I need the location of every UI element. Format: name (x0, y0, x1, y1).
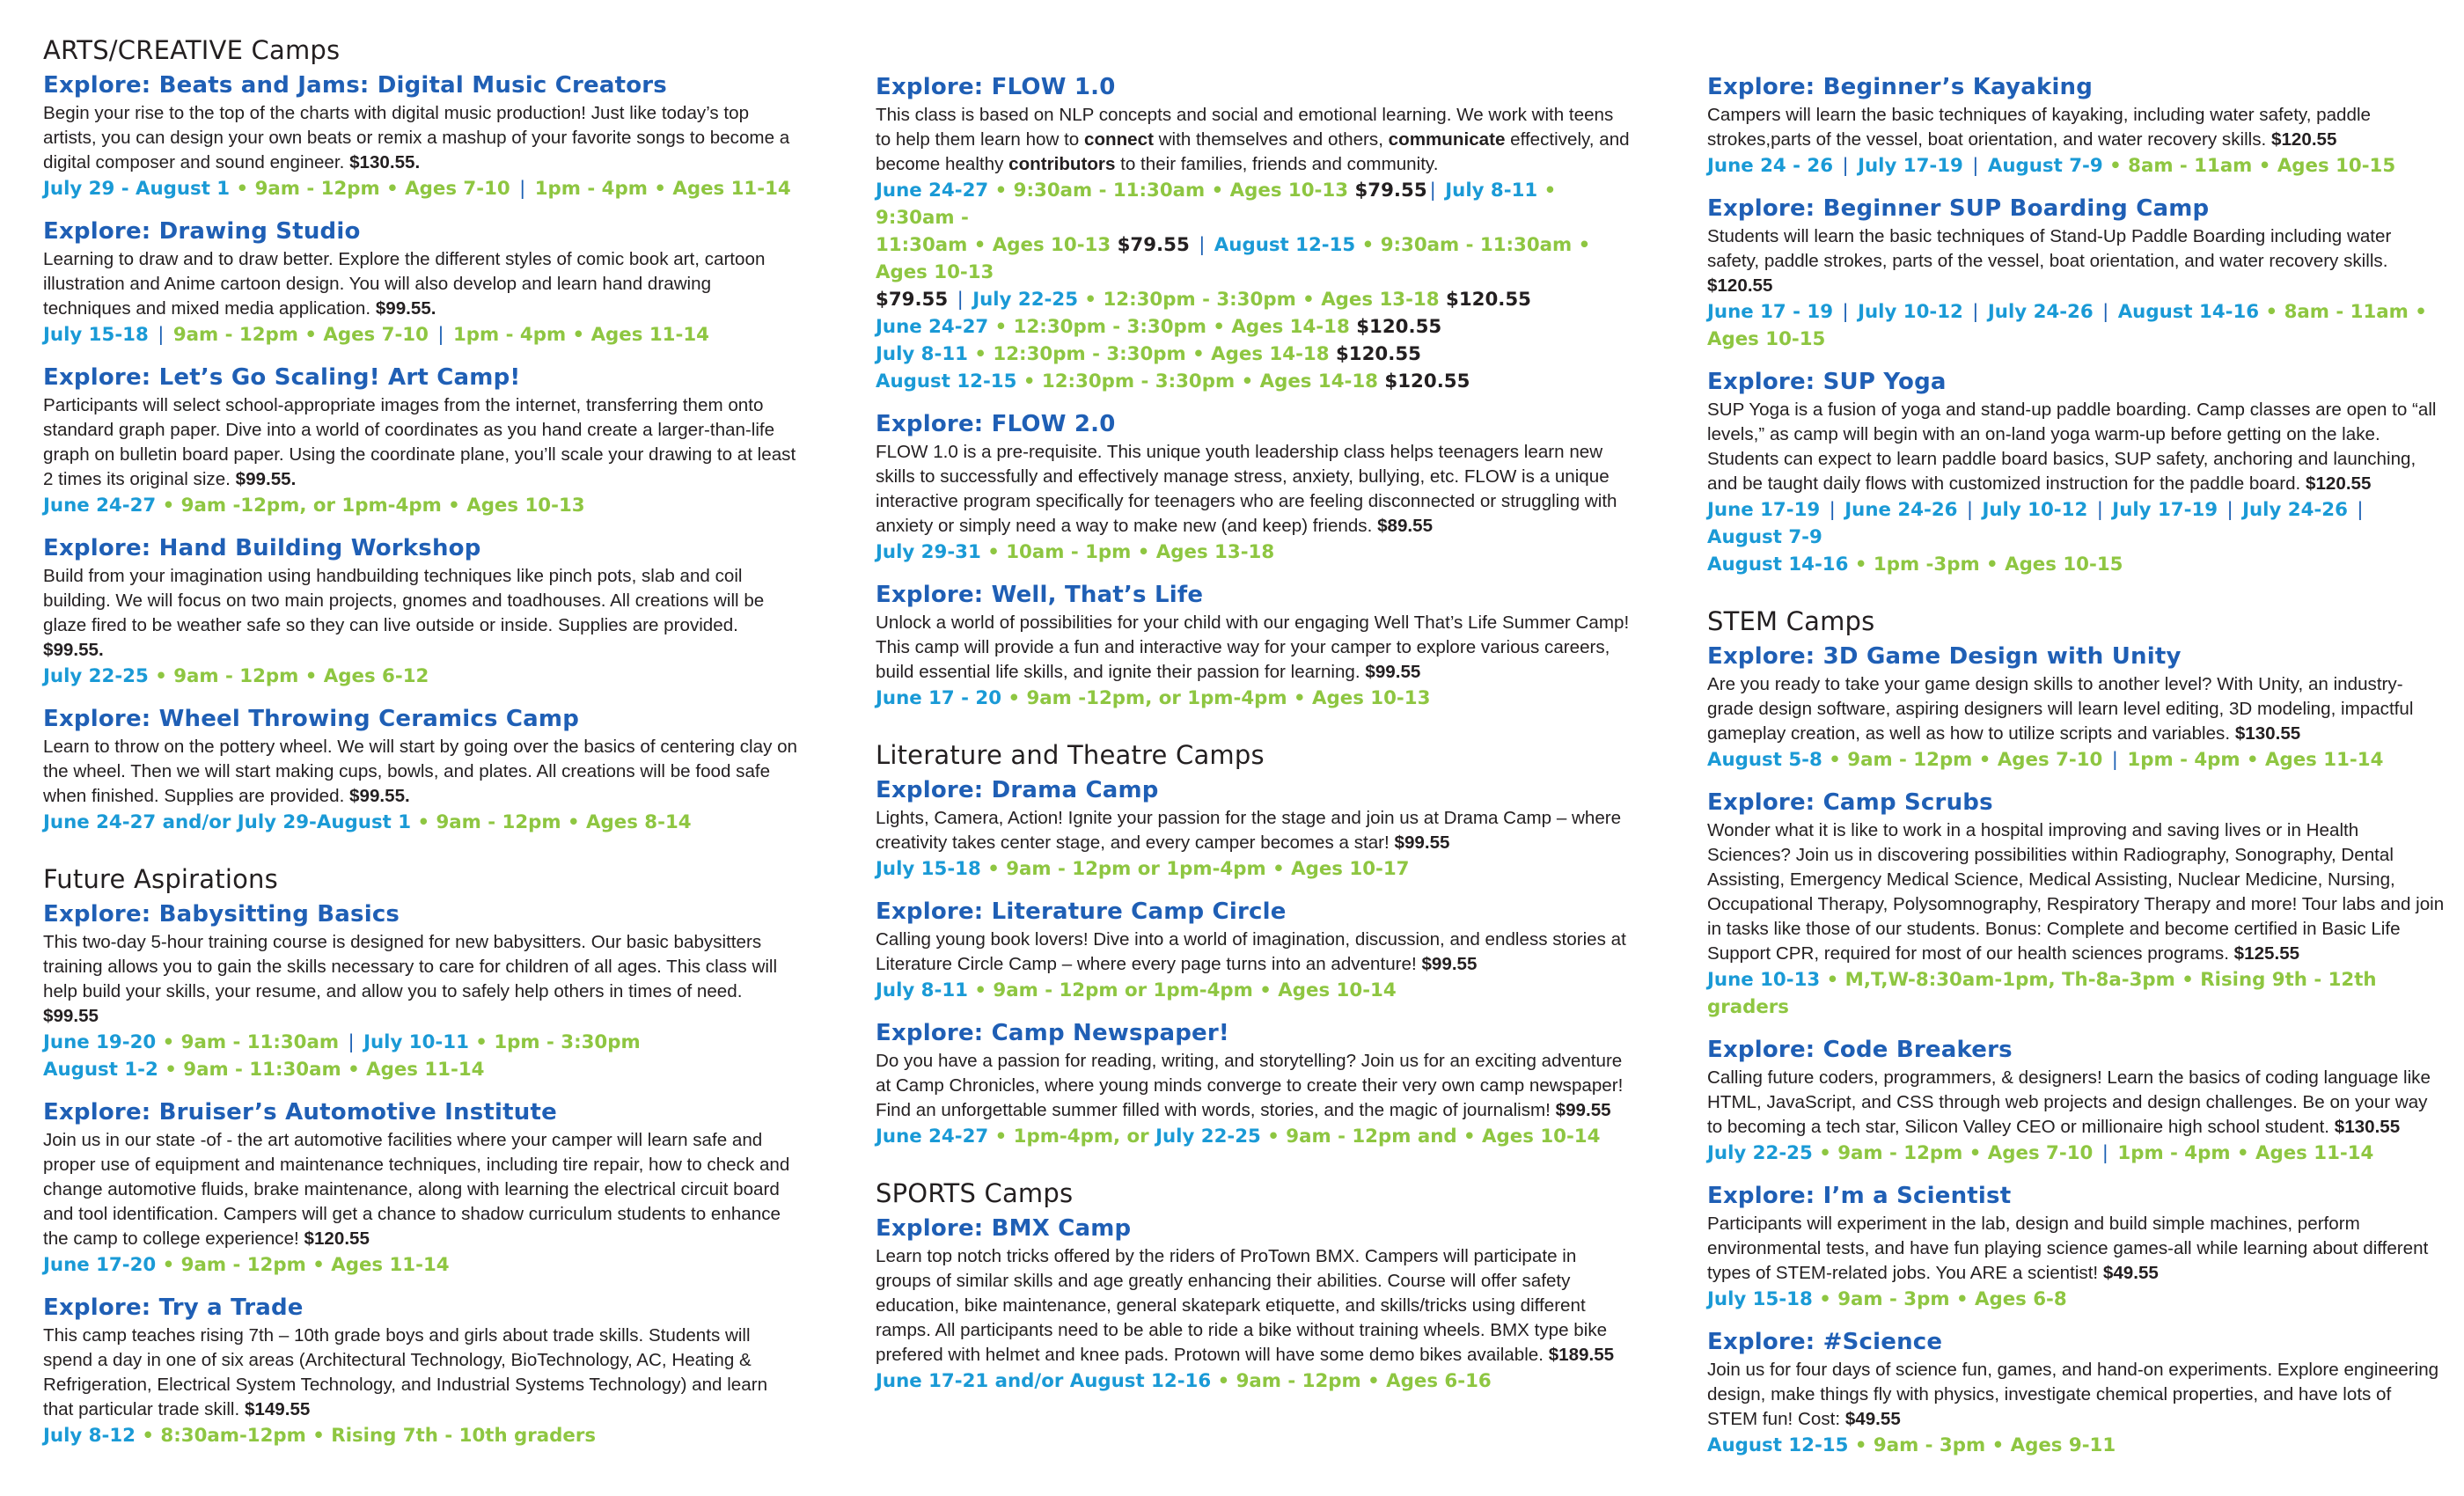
schedule-price: $79.55 (876, 289, 955, 311)
camp-title: Explore: Babysitting Basics (43, 901, 400, 928)
schedule-details: • 9am - 12pm • Ages 6-12 (148, 665, 429, 687)
camp-entry (876, 777, 1632, 883)
schedule-details: • 9am - 11:30am • Ages 11-14 (158, 1059, 485, 1081)
camp-price: $130.55. (349, 152, 421, 172)
description-text: Lights, Camera, Action! Ignite your passion for the stage and join us at Drama Camp – where creativity takes center stage, and every camper becomes a star! (876, 808, 1622, 853)
schedule-line (876, 177, 1632, 231)
schedule-line (1707, 152, 2446, 180)
description-text: Join us for four days of science fun, games, and hand-on experiments. Explore engineering design, make things fly with physics, investigate chemical properties, and have lots of STEM fun! Cost: (1707, 1360, 2439, 1429)
schedule-details: 1pm - 4pm • Ages 11-14 (2110, 1142, 2374, 1164)
description-text: Do you have a passion for reading, writing, and storytelling? Join us for an exciting adventure at Camp Chronicles, where young minds converge to create their very own camp newspaper! Find an unforgettable summer filled with words, stories, and the magic of journalism! (876, 1051, 1624, 1120)
camp-description (43, 930, 800, 1029)
section-title: ARTS/CREATIVE Camps (43, 35, 341, 65)
schedule-line (1707, 966, 2446, 1021)
description-text: FLOW 1.0 is a pre-requisite. This unique youth leadership class helps teenagers learn new skills to successfully and effectively manage stress, anxiety, bullying, etc. FLOW is a unique interactive program specifically for teenagers who are feeling disconnected or struggling with anxiety or simply need a way to make new (and keep) friends. (876, 442, 1617, 536)
camp-description (876, 928, 1632, 977)
schedule-dates: July 8-11 (1438, 180, 1538, 202)
schedule-dates: July 22-25 (1707, 1142, 1813, 1164)
schedule-dates: June 24 - 26 (1707, 155, 1840, 177)
schedule-dates: July 15-18 (1707, 1288, 1813, 1310)
schedule-dates: August 12-15 (1707, 1434, 1849, 1456)
camp-price: $130.55 (2234, 723, 2301, 744)
section-title: SPORTS Camps (876, 1178, 1074, 1208)
description-text: SUP Yoga is a fusion of yoga and stand-up paddle boarding. Camp classes are open to “all levels,” as camp will begin with an on-land yoga warm-up before getting on the lake. Students can expect to learn paddle board basics, SUP safety, anchoring and launching, and be taught daily flows with customized instruction for the paddle board. (1707, 400, 2437, 494)
camp-price: $99.55 (1555, 1100, 1611, 1120)
schedule-dates: July 8-11 (876, 343, 968, 365)
camp-description (876, 103, 1632, 177)
camp-description (1707, 1358, 2446, 1432)
camp-description (43, 1128, 800, 1251)
schedule-details: • 9am - 12pm • Ages 8-14 (411, 811, 692, 833)
camp-entry (43, 901, 800, 1083)
schedule-line (876, 286, 1632, 313)
description-text: Build from your imagination using handbuilding techniques like pinch pots, slab and coil building. We will focus on two main projects, gnomes and toadhouses. All creations will be glaze fired to be weather safe so they can live outside or inside. Supplies are provided. (43, 566, 765, 635)
camp-price: $49.55 (1844, 1409, 1901, 1429)
section-spacer (43, 852, 800, 864)
schedule-line (1707, 298, 2446, 353)
camp-price: $120.55 (304, 1228, 370, 1249)
schedule-dates: June 24-27 (876, 316, 989, 338)
schedule-divider: | (1842, 301, 1849, 323)
camp-title: Explore: Literature Camp Circle (876, 898, 1287, 925)
camp-entry (876, 74, 1632, 395)
camp-description (43, 564, 800, 663)
schedule-details: • 9am - 12pm or 1pm-4pm • Ages 10-17 (980, 858, 1410, 880)
camp-description (876, 611, 1632, 685)
schedule-line (1707, 1286, 2446, 1313)
schedule-details: • 8am - 11am • Ages 10-15 (2102, 155, 2396, 177)
schedule-details: • 8am - 11am • Ages 10-15 (1707, 301, 2427, 350)
camp-entry (876, 1020, 1632, 1150)
camp-entry (43, 72, 800, 202)
camp-title: Explore: SUP Yoga (1707, 369, 1947, 395)
schedule-dates: August 7-9 (1707, 526, 1822, 548)
camp-entry (876, 411, 1632, 566)
description-text: Students will learn the basic techniques of Stand-Up Paddle Boarding including water safety, paddle strokes, parts of the vessel, boat orientation, and water recovery skills. (1707, 226, 2392, 271)
camp-entry (1707, 789, 2446, 1021)
column-3 (1707, 74, 2446, 1475)
camp-price: $89.55 (1377, 516, 1434, 536)
schedule-dates: July 22-25 (965, 289, 1079, 311)
schedule-details: 1pm - 4pm • Ages 11-14 (2120, 749, 2384, 771)
camp-title: Explore: I’m a Scientist (1707, 1183, 2012, 1209)
schedule-details: • 12:30pm - 3:30pm • Ages 13-18 (1078, 289, 1446, 311)
camp-description (1707, 103, 2446, 152)
schedule-line (876, 368, 1632, 395)
camp-entry (876, 898, 1632, 1004)
schedule-divider: | (1842, 155, 1849, 177)
schedule-dates: July 22-25 (1155, 1126, 1261, 1148)
camp-description (1707, 1212, 2446, 1286)
section-spacer (876, 1166, 1632, 1178)
description-text: Unlock a world of possibilities for your child with our engaging Well That’s Life Summer Camp! This camp will provide a fun and interactive way for your camper to explore various careers, build essential life skills, and ignite their passion for learning. (876, 612, 1630, 682)
camp-title: Explore: FLOW 1.0 (876, 74, 1116, 100)
camp-entry (1707, 1183, 2446, 1313)
schedule-price: $120.55 (1335, 343, 1421, 365)
camp-entry (1707, 369, 2446, 578)
schedule-dates: June 17-21 and/or August 12-16 (876, 1370, 1212, 1392)
schedule-details: • 12:30pm - 3:30pm • Ages 14-18 (1016, 370, 1385, 392)
camp-price: $99.55 (1394, 832, 1450, 853)
schedule-divider: | (519, 178, 526, 200)
description-text: Campers will learn the basic techniques of kayaking, including water safety, paddle strokes,parts of the vessel, boat orientation, and water recovery skills. (1707, 105, 2371, 150)
camp-price: $149.55 (244, 1399, 311, 1419)
camp-title: Explore: Camp Scrubs (1707, 789, 1993, 816)
schedule-line (876, 539, 1632, 566)
schedule-details: • 9am - 12pm or 1pm-4pm • Ages 10-14 (967, 979, 1397, 1001)
schedule-dates: July 22-25 (43, 665, 149, 687)
schedule-details: • 9am -12pm, or 1pm-4pm • Ages 10-13 (1001, 687, 1431, 709)
camp-entry (43, 1294, 800, 1449)
camp-entry (43, 706, 800, 836)
schedule-divider: | (2357, 499, 2364, 521)
schedule-dates: June 17 - 20 (876, 687, 1002, 709)
schedule-dates: July 17-19 (1851, 155, 1970, 177)
description-text: Join us in our state -of - the art automotive facilities where your camper will learn safe and proper use of equipment and maintenance techniques, including tire repair, how to check and change automotive fluids, brake maintenance, along with learning the electrical circuit board and tool identification. Campers will get a chance to shadow curriculum students to enhance the camp to college experience! (43, 1130, 790, 1249)
camp-description (43, 101, 800, 175)
schedule-details: • 12:30pm - 3:30pm • Ages 14-18 (988, 316, 1357, 338)
schedule-details: 1pm - 4pm • Ages 11-14 (446, 324, 709, 346)
schedule-divider: | (2111, 749, 2118, 771)
schedule-divider: | (2101, 1142, 2108, 1164)
schedule-details: • 9am - 12pm • Ages 7-10 (1812, 1142, 2100, 1164)
section-title: Future Aspirations (43, 864, 278, 894)
schedule-line (1707, 1432, 2446, 1459)
schedule-divider: | (1199, 234, 1206, 256)
schedule-details: • 9am - 12pm • Ages 7-10 (230, 178, 517, 200)
camp-description (1707, 224, 2446, 298)
section-spacer (876, 728, 1632, 740)
schedule-dates: July 10-12 (1976, 499, 2094, 521)
camp-description (43, 247, 800, 321)
schedule-line (43, 1029, 800, 1056)
description-text: Learn to throw on the pottery wheel. We will start by going over the basics of centering clay on the wheel. Then we will start making cups, bowls, and plates. All creations will be food safe when finished. Supplies are provided. (43, 737, 798, 806)
schedule-dates: August 12-15 (1207, 234, 1356, 256)
schedule-line (876, 231, 1632, 286)
camp-description (1707, 672, 2446, 746)
schedule-line (876, 341, 1632, 368)
schedule-divider: | (2096, 499, 2103, 521)
schedule-details: • 1pm - 3:30pm (468, 1031, 641, 1053)
schedule-line (1707, 496, 2446, 551)
schedule-details: • 9am - 3pm • Ages 6-8 (1812, 1288, 2067, 1310)
schedule-line (876, 855, 1632, 883)
camp-price: $99.55 (43, 1006, 99, 1026)
schedule-dates: June 17-19 (1707, 499, 1827, 521)
schedule-dates: June 24-27 (876, 180, 989, 202)
camp-entry (43, 364, 800, 519)
camp-title: Explore: Code Breakers (1707, 1037, 2013, 1063)
camp-entry (1707, 1329, 2446, 1459)
camp-price: $99.55 (1421, 954, 1478, 974)
schedule-line (43, 1422, 800, 1449)
camp-description (876, 440, 1632, 539)
column-2 (876, 74, 1632, 1411)
camp-title: Explore: Camp Newspaper! (876, 1020, 1229, 1046)
camp-entry (1707, 643, 2446, 774)
schedule-line (876, 1368, 1632, 1395)
schedule-details: • M,T,W-8:30am-1pm, Th-8a-3pm • Rising 9th - 12th graders (1707, 969, 2377, 1018)
camp-description (43, 1324, 800, 1422)
schedule-dates: July 10-12 (1851, 301, 1970, 323)
camp-entry (876, 1215, 1632, 1395)
camp-description (876, 1049, 1632, 1123)
schedule-dates: August 14-16 (2111, 301, 2260, 323)
schedule-line (1707, 551, 2446, 578)
column-1 (43, 35, 800, 1465)
schedule-dates: June 24-26 (1837, 499, 1964, 521)
schedule-divider: | (1829, 499, 1836, 521)
schedule-dates: June 17-20 (43, 1254, 157, 1276)
schedule-line (43, 663, 800, 690)
schedule-divider: | (348, 1031, 355, 1053)
camp-title: Explore: Well, That’s Life (876, 582, 1204, 608)
description-text: Are you ready to take your game design skills to another level? With Unity, an industry-grade design software, aspiring designers will learn level editing, 3D modeling, impactful gameplay creation, as well as how to utilize scripts and variables. (1707, 674, 2414, 744)
schedule-price: $79.55 (1117, 234, 1197, 256)
section-spacer (1707, 594, 2446, 606)
camp-price: $99.55. (235, 469, 297, 489)
schedule-divider: | (437, 324, 444, 346)
description-text: Wonder what it is like to work in a hospital improving and saving lives or in Health Sciences? Join us in discovering possibilities within Radiography, Sonography, Dental Assisting, Emergency Medical Science, Medical Assisting, Nuclear Medicine, Nursing, Occupational Therapy, Polysomnography, Respiratory Therapy and more! Tour labs and join in tasks like those of our students. Bonus: Complete and become certified in Basic Life Support CPR, required for most of our health sciences programs. (1707, 820, 2445, 964)
schedule-line (43, 175, 800, 202)
schedule-divider: | (957, 289, 964, 311)
camp-description (1707, 1066, 2446, 1140)
schedule-dates: June 24-27 (876, 1126, 989, 1148)
schedule-line (876, 313, 1632, 341)
schedule-dates: August 7-9 (1981, 155, 2103, 177)
description-text: Begin your rise to the top of the charts with digital music production! Just like today’s top artists, you can design your own beats or remix a mashup of your favorite songs to become a digital composer and sound engineer. (43, 103, 790, 172)
camp-price: $130.55 (2334, 1117, 2401, 1137)
camp-description (1707, 398, 2446, 496)
schedule-details: 11:30am • Ages 10-13 (876, 234, 1118, 256)
schedule-dates: July 8-12 (43, 1425, 136, 1447)
camp-title: Explore: 3D Game Design with Unity (1707, 643, 2182, 670)
camp-title: Explore: Wheel Throwing Ceramics Camp (43, 706, 580, 732)
schedule-dates: July 17-19 (2105, 499, 2225, 521)
schedule-dates: July 8-11 (876, 979, 968, 1001)
camp-description (876, 806, 1632, 855)
section-title: STEM Camps (1707, 606, 1875, 636)
description-text: Learning to draw and to draw better. Explore the different styles of comic book art, cartoon illustration and Anime cartoon design. You will also develop and learn hand drawing techniques and mixed media application. (43, 249, 766, 319)
schedule-details: • 12:30pm - 3:30pm • Ages 14-18 (967, 343, 1336, 365)
schedule-price: $120.55 (1384, 370, 1470, 392)
camp-entry (43, 535, 800, 690)
camp-price: $189.55 (1548, 1345, 1615, 1365)
camp-price: $99.55. (375, 298, 436, 319)
camp-title: Explore: Beginner’s Kayaking (1707, 74, 2094, 100)
schedule-details: • 9am - 12pm • Ages 11-14 (156, 1254, 450, 1276)
schedule-dates: August 14-16 (1707, 554, 1849, 576)
schedule-line (876, 977, 1632, 1004)
schedule-details: • 9:30am - (876, 180, 1557, 229)
schedule-details: 9am - 12pm • Ages 7-10 (166, 324, 436, 346)
description-text: Learn top notch tricks offered by the riders of ProTown BMX. Campers will participate in groups of similar skills and age greatly enhancing their abilities. Course will offer safety education, bike maintenance, general skatepark etiquette, and skills/tricks using different ramps. All participants need to be able to ride a bike without training wheels. BMX type bike prefered with helmet and knee pads. Protown will have some demo bikes available. (876, 1246, 1608, 1365)
schedule-divider: | (1966, 499, 1974, 521)
schedule-dates: July 24-26 (2235, 499, 2355, 521)
camp-price: $99.55. (349, 786, 410, 806)
schedule-dates: August 5-8 (1707, 749, 1822, 771)
camp-price: $120.55 (2271, 129, 2337, 150)
schedule-details: • 1pm -3pm • Ages 10-15 (1848, 554, 2123, 576)
camp-title: Explore: Beats and Jams: Digital Music Creators (43, 72, 667, 99)
schedule-price: $120.55 (1356, 316, 1442, 338)
camp-entry (1707, 195, 2446, 353)
camp-title: Explore: Hand Building Workshop (43, 535, 481, 561)
schedule-details: • 9am - 12pm and • Ages 10-14 (1260, 1126, 1601, 1148)
section-title: Literature and Theatre Camps (876, 740, 1265, 770)
description-text: This camp teaches rising 7th – 10th grade boys and girls about trade skills. Students will spend a day in one of six areas (Architectural Technology, BioTechnology, AC, Heating & Refrigeration, Electrical System Technology, and Industrial Systems Technology) and learn that particular trade skill. (43, 1325, 768, 1419)
schedule-details: • 9:30am - 11:30am • Ages 10-13 (876, 234, 1591, 283)
camp-price: $99.55 (1365, 662, 1421, 682)
schedule-dates: July 29 - August 1 (43, 178, 231, 200)
schedule-details: • 9am - 11:30am (156, 1031, 346, 1053)
schedule-dates: July 15-18 (876, 858, 981, 880)
schedule-dates: June 19-20 (43, 1031, 157, 1053)
schedule-divider: | (2102, 301, 2109, 323)
camp-title: Explore: Let’s Go Scaling! Art Camp! (43, 364, 521, 391)
schedule-details: • 9:30am - 11:30am • Ages 10-13 (988, 180, 1355, 202)
schedule-line (43, 492, 800, 519)
camp-description (43, 735, 800, 809)
camp-price: $120.55 (2306, 473, 2372, 494)
schedule-line (876, 1123, 1632, 1150)
camp-entry (43, 1099, 800, 1279)
schedule-line (876, 685, 1632, 712)
schedule-price: $120.55 (1446, 289, 1532, 311)
schedule-dates: July 10-11 (356, 1031, 469, 1053)
camp-price: $99.55. (43, 640, 104, 660)
schedule-line (1707, 746, 2446, 774)
description-text: This class is based on NLP concepts and social and emotional learning. We work with teens to help them learn how to connect with themselves and others, communicate effectively, and become healthy contributors to their families, friends and community. (876, 105, 1630, 174)
schedule-price: $79.55 (1354, 180, 1427, 202)
schedule-line (43, 1056, 800, 1083)
schedule-details: • 9am - 12pm • Ages 7-10 (1822, 749, 2109, 771)
camp-title: Explore: Beginner SUP Boarding Camp (1707, 195, 2210, 222)
camp-title: Explore: FLOW 2.0 (876, 411, 1116, 437)
camp-title: Explore: #Science (1707, 1329, 1943, 1355)
schedule-dates: June 17 - 19 (1707, 301, 1840, 323)
schedule-dates: August 1-2 (43, 1059, 158, 1081)
schedule-dates: June 10-13 (1707, 969, 1821, 991)
camp-price: $49.55 (2102, 1263, 2159, 1283)
camp-price: $120.55 (1707, 275, 1773, 296)
schedule-details: • 9am -12pm, or 1pm-4pm • Ages 10-13 (156, 495, 585, 517)
schedule-divider: | (1429, 180, 1436, 202)
camp-title: Explore: Bruiser’s Automotive Institute (43, 1099, 557, 1126)
schedule-divider: | (2226, 499, 2233, 521)
description-text: Participants will select school-appropriate images from the internet, transferring them onto standard graph paper. Dive into a world of coordinates as you hand create a larger-than-life graph on bulletin board paper. Using the coordinate plane, you’ll scale your drawing to at least 2 times its original size. (43, 395, 796, 489)
schedule-dates: July 24-26 (1981, 301, 2101, 323)
camp-title: Explore: BMX Camp (876, 1215, 1132, 1242)
description-text: This two-day 5-hour training course is designed for new babysitters. Our basic babysitters training allows you to gain the skills necessary to care for children of all ages. This class will help build your skills, your resume, and allow you to safely help others in times of need. (43, 932, 778, 1001)
schedule-details: • 8:30am-12pm • Rising 7th - 10th graders (135, 1425, 597, 1447)
schedule-details: • 10am - 1pm • Ages 13-18 (980, 541, 1275, 563)
schedule-details: • 9am - 3pm • Ages 9-11 (1848, 1434, 2116, 1456)
camp-entry (1707, 1037, 2446, 1167)
schedule-dates: July 15-18 (43, 324, 156, 346)
schedule-dates: June 24-27 (43, 495, 157, 517)
schedule-dates: August 12-15 (876, 370, 1017, 392)
schedule-dates: June 24-27 and/or July 29-August 1 (43, 811, 412, 833)
schedule-details: 1pm - 4pm • Ages 11-14 (528, 178, 791, 200)
schedule-divider: | (1972, 301, 1979, 323)
camp-entry (876, 582, 1632, 712)
schedule-line (43, 809, 800, 836)
camp-entry (1707, 74, 2446, 180)
schedule-divider: | (158, 324, 165, 346)
schedule-line (43, 321, 800, 348)
description-text: Calling future coders, programmers, & designers! Learn the basics of coding language like HTML, JavaScript, and CSS through web projects and design challenges. Be on your way to becoming a tech star, Silicon Valley CEO or millionaire high school student. (1707, 1067, 2431, 1137)
schedule-details: • 9am - 12pm • Ages 6-16 (1211, 1370, 1492, 1392)
camp-description (876, 1244, 1632, 1368)
schedule-details: • 1pm-4pm, or (988, 1126, 1156, 1148)
camp-description (43, 393, 800, 492)
camp-price: $125.55 (2233, 943, 2300, 964)
camp-title: Explore: Drawing Studio (43, 218, 361, 245)
schedule-divider: | (1972, 155, 1979, 177)
camp-title: Explore: Drama Camp (876, 777, 1159, 803)
camp-description (1707, 818, 2446, 966)
camp-entry (43, 218, 800, 348)
schedule-dates: July 29-31 (876, 541, 981, 563)
description-text: Calling young book lovers! Dive into a world of imagination, discussion, and endless stories at Literature Circle Camp – where every page turns into an adventure! (876, 929, 1626, 974)
schedule-line (1707, 1140, 2446, 1167)
camp-title: Explore: Try a Trade (43, 1294, 304, 1321)
schedule-line (43, 1251, 800, 1279)
description-text: Participants will experiment in the lab, design and build simple machines, perform environmental tests, and have fun playing science games-all while learning about different types of STEM-related jobs. You ARE a scientist! (1707, 1214, 2429, 1283)
